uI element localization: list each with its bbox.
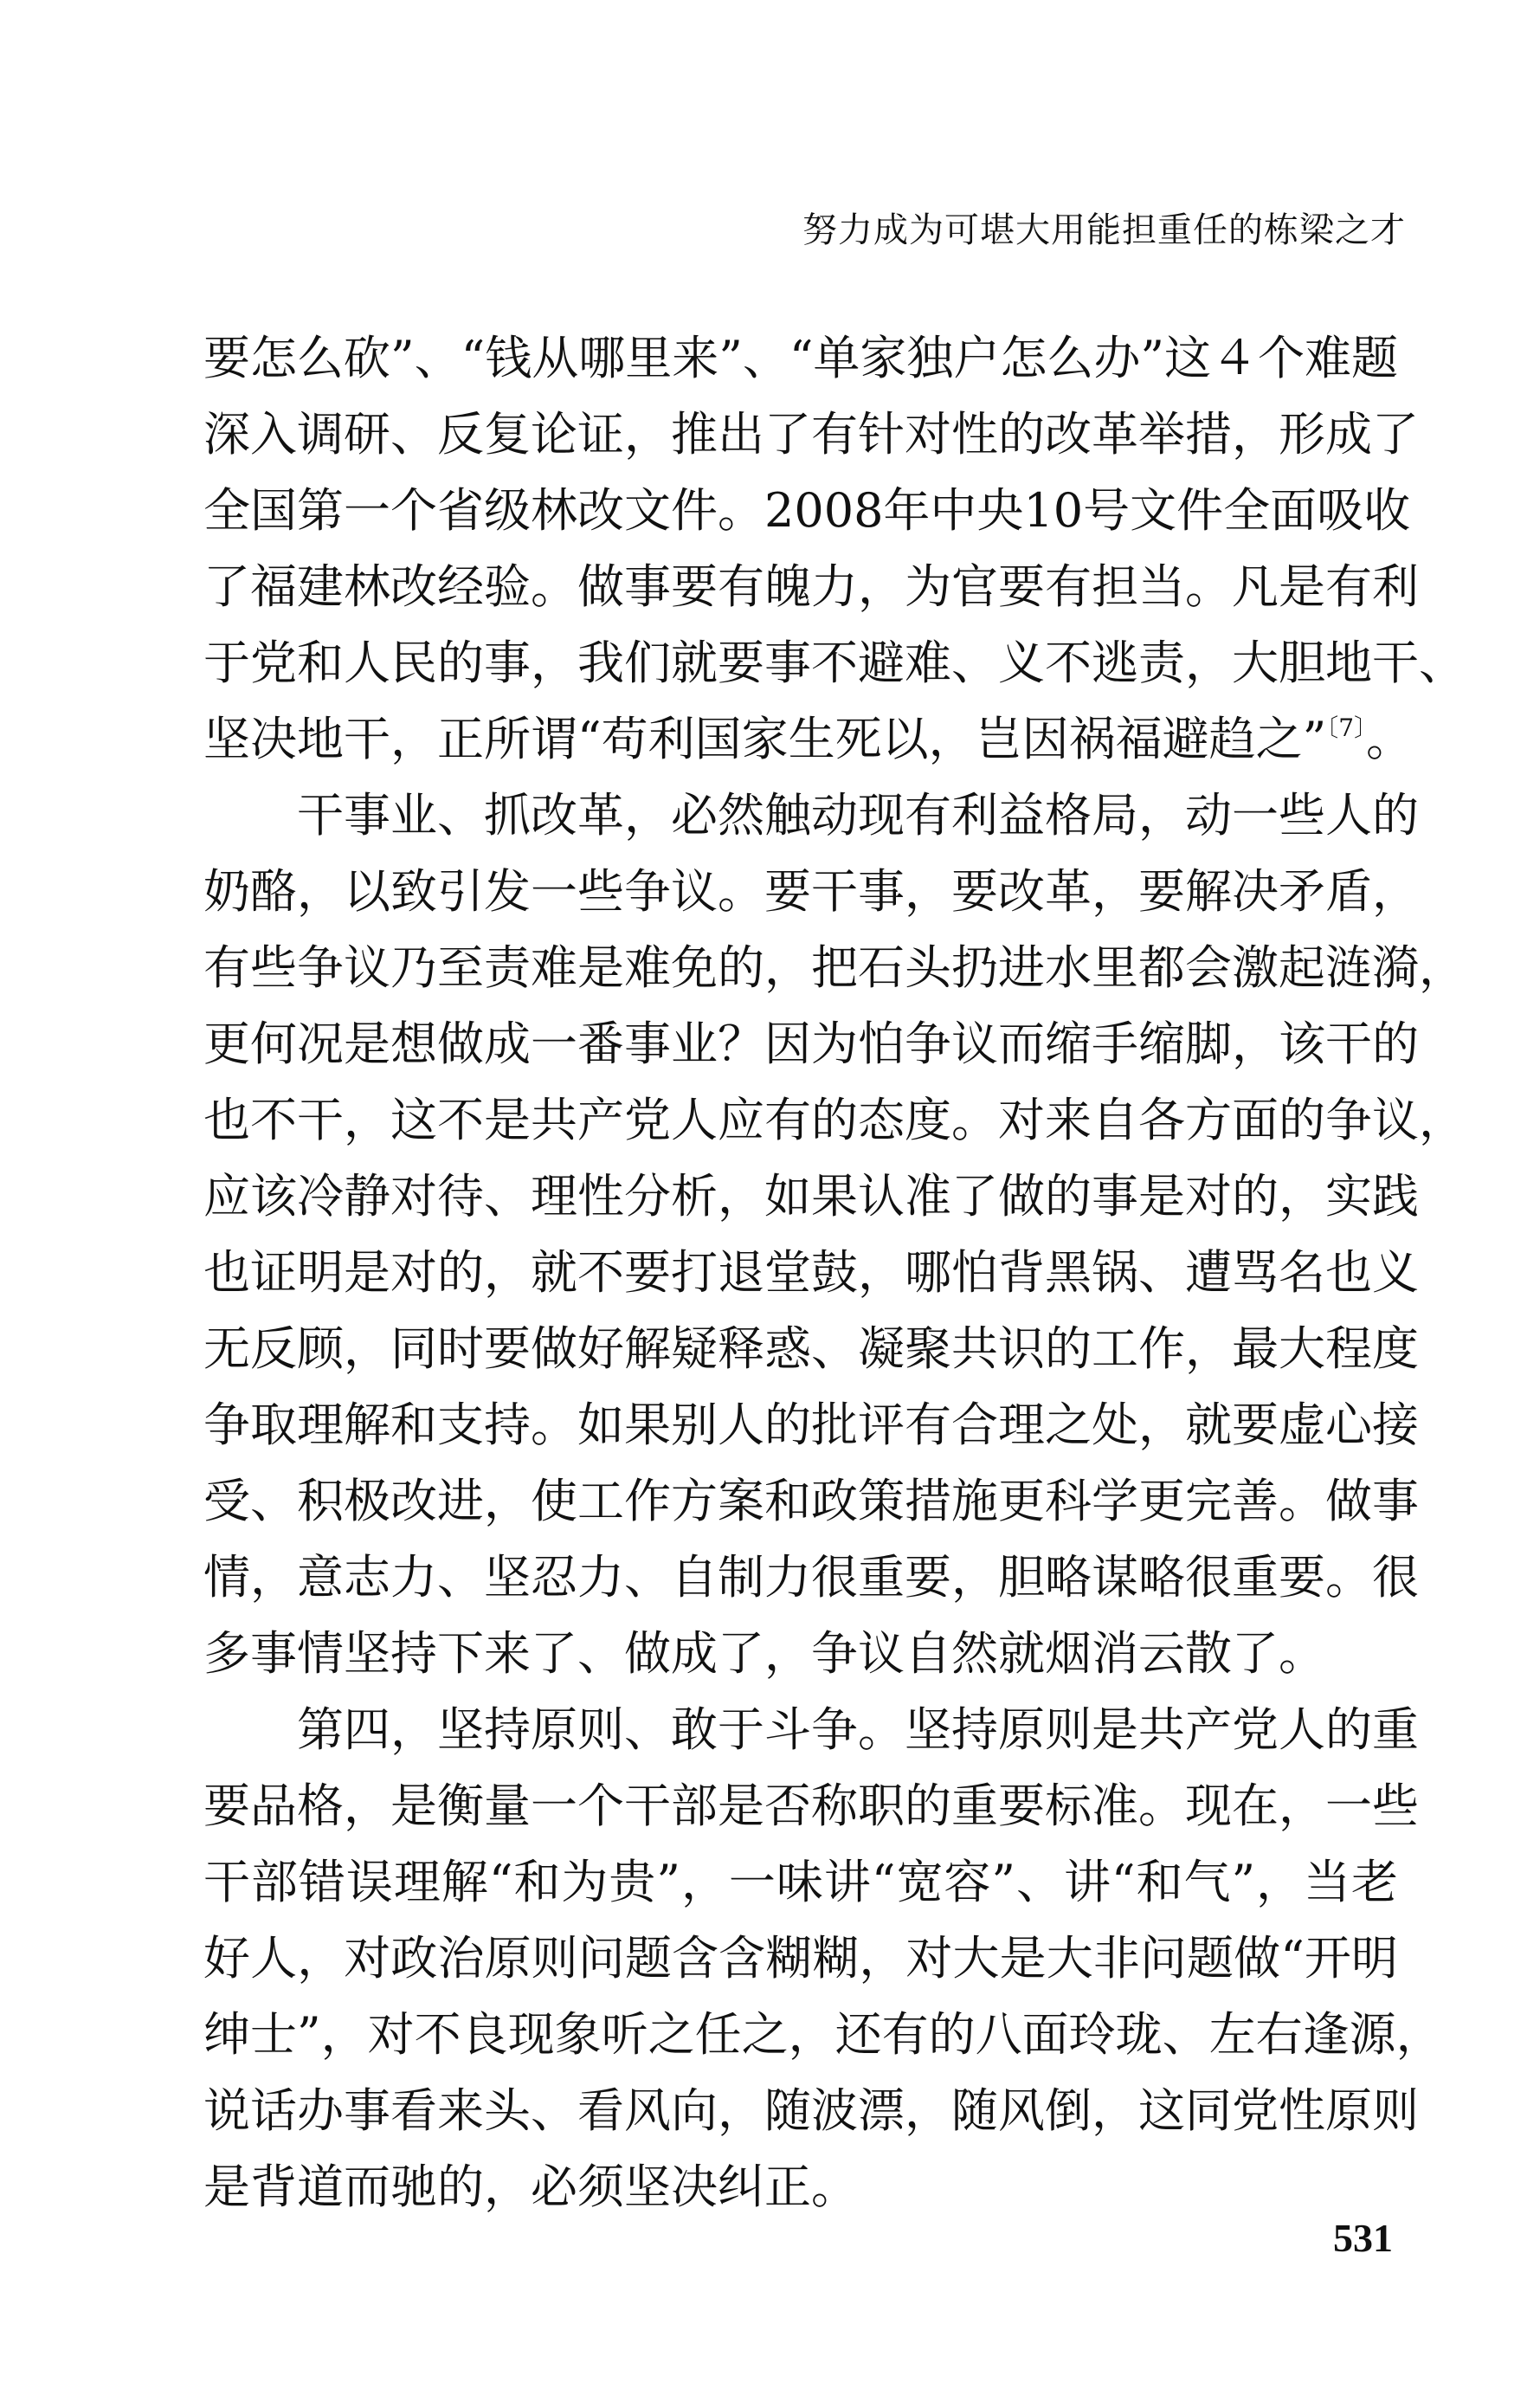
body-text [203,320,1466,2225]
text-line: 要怎么砍”、“钱从哪里来”、“单家独户怎么办”这４个难题 [203,331,1399,385]
text-line: 了福建林改经验。做事要有魄力，为官要有担当。凡是有利 [203,559,1419,614]
text-line: 也证明是对的，就不要打退堂鼓，哪怕背黑锅、遭骂名也义 [203,1245,1419,1300]
page-number: 531 [1333,2216,1393,2260]
text-line: 争取理解和支持。如果别人的批评有合理之处，就要虚心接 [203,1398,1419,1452]
text-line: 于党和人民的事，我们就要事不避难、义不逃责，大胆地干、 [203,636,1466,690]
running-head: 努力成为可堪大用能担重任的栋梁之才 [802,210,1406,250]
text-line: 应该冷静对待、理性分析，如果认准了做的事是对的，实践 [203,1169,1419,1224]
endnote-marker[interactable]: 〔7〕 [1326,713,1367,742]
text-line-indented: 干事业、抓改革，必然触动现有利益格局，动一些人的 [297,788,1419,843]
text-line: 情，意志力、坚忍力、自制力很重要，胆略谋略很重要。很 [203,1550,1419,1605]
text-line: 干部错误理解“和为贵”，一味讲“宽容”、讲“和气”，当老 [203,1855,1398,1909]
text-line: 也不干，这不是共产党人应有的态度。对来自各方面的争议， [203,1093,1466,1147]
text-line-last: 多事情坚持下来了、做成了，争议自然就烟消云散了。 [203,1626,1325,1681]
text-line: 要品格，是衡量一个干部是否称职的重要标准。现在，一些 [203,1779,1419,1833]
text-line: 绅士”，对不良现象听之任之，还有的八面玲珑、左右逢源， [203,2007,1443,2062]
paragraph-1 [203,320,1466,778]
text-line-last [203,701,1414,778]
text-line: 深入调研、反复论证，推出了有针对性的改革举措，形成了 [203,407,1419,462]
text-line: 更何况是想做成一番事业？因为怕争议而缩手缩脚，该干的 [203,1017,1419,1071]
text-line: 说话办事看来头、看风向，随波漂，随风倒，这同党性原则 [203,2083,1419,2138]
line-text: 坚决地干，正所谓“苟利国家生死以，岂因祸福避趋之” [203,712,1327,766]
text-line: 受、积极改进，使工作方案和政策措施更科学更完善。做事 [203,1474,1419,1528]
text-line: 有些争议乃至责难是难免的，把石头扔进水里都会激起涟漪， [203,940,1466,995]
text-line: 无反顾，同时要做好解疑释惑、凝聚共识的工作，最大程度 [203,1321,1419,1376]
text-line-last: 是背道而驰的，必须坚决纠正。 [203,2160,858,2214]
paragraph-2 [203,778,1466,1692]
text-line-indented: 第四，坚持原则、敢于斗争。坚持原则是共产党人的重 [297,1702,1419,1757]
line-punctuation: 。 [1366,712,1414,766]
text-line: 全国第一个省级林改文件。2008年中央10号文件全面吸收 [203,483,1411,538]
text-line: 奶酪，以致引发一些争议。要干事，要改革，要解决矛盾， [203,864,1419,919]
paragraph-3 [203,1692,1443,2225]
text-line: 好人，对政治原则问题含含糊糊，对大是大非问题做“开明 [203,1931,1398,1986]
